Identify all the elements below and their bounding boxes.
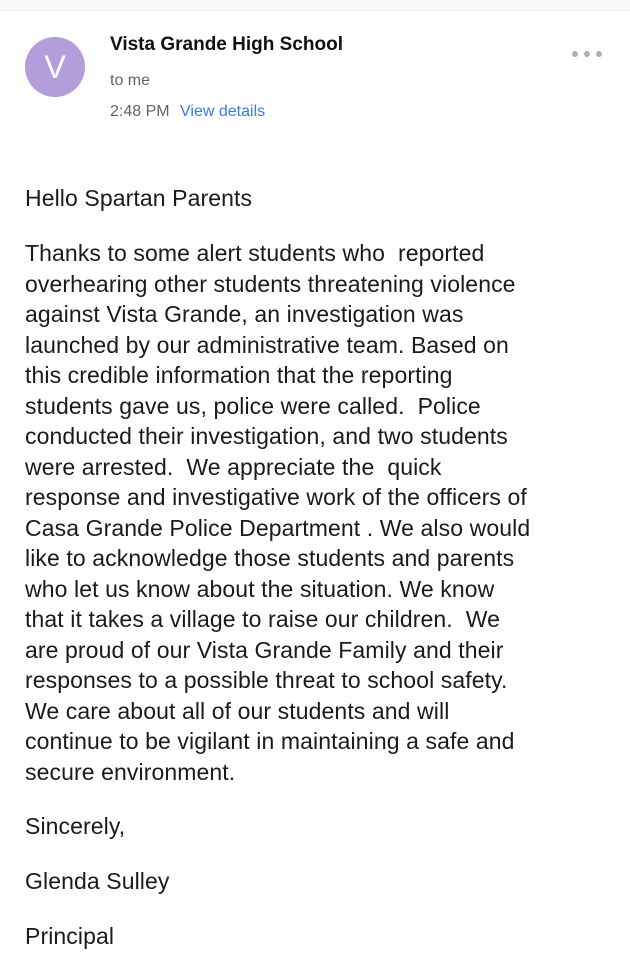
email-closing: Sincerely, <box>25 813 126 839</box>
body-line: continue to be vigilant in maintaining a safe and <box>25 728 515 754</box>
body-line: this credible information that the reporting <box>25 362 453 388</box>
email-time: 2:48 PM <box>110 103 170 120</box>
menu-dot <box>572 51 578 57</box>
body-line: response and investigative work of the officers of <box>25 484 527 510</box>
email-greeting: Hello Spartan Parents <box>25 185 253 211</box>
body-line: were arrested. We appreciate the quick <box>25 453 442 480</box>
signer-title: Principal <box>25 923 115 949</box>
recipient-label: to me <box>110 72 151 89</box>
sender-name[interactable]: Vista Grande High School <box>110 34 343 55</box>
body-line: overhearing other students threatening violence <box>25 270 516 297</box>
signer-name: Glenda Sulley <box>25 868 170 894</box>
body-line: secure environment. <box>25 758 236 785</box>
body-line: Thanks to some alert students who reported <box>25 240 485 266</box>
email-header <box>0 0 630 150</box>
sender-avatar[interactable]: V <box>25 37 85 97</box>
email-meta <box>110 103 265 121</box>
body-line: conducted their investigation, and two students <box>25 423 508 449</box>
body-line: Casa Grande Police Department . We also would <box>25 514 531 541</box>
body-line: who let us know about the situation. We know <box>25 575 495 602</box>
menu-dot <box>584 51 590 57</box>
body-line: We care about all of our students and will <box>25 697 450 724</box>
view-details-link[interactable]: View details <box>180 103 266 120</box>
body-line: responses to a possible threat to school safety. <box>25 667 508 693</box>
email-body-paragraph <box>25 238 595 787</box>
body-line: against Vista Grande, an investigation was <box>25 301 464 327</box>
body-line: like to acknowledge those students and parents <box>25 545 515 571</box>
body-line: are proud of our Vista Grande Family and their <box>25 636 504 663</box>
more-horizontal-icon[interactable] <box>572 44 602 64</box>
body-line: that it takes a village to raise our children. We <box>25 606 501 632</box>
body-line: launched by our administrative team. Based on <box>25 331 509 358</box>
menu-dot <box>596 51 602 57</box>
body-line: students gave us, police were called. Police <box>25 392 481 419</box>
